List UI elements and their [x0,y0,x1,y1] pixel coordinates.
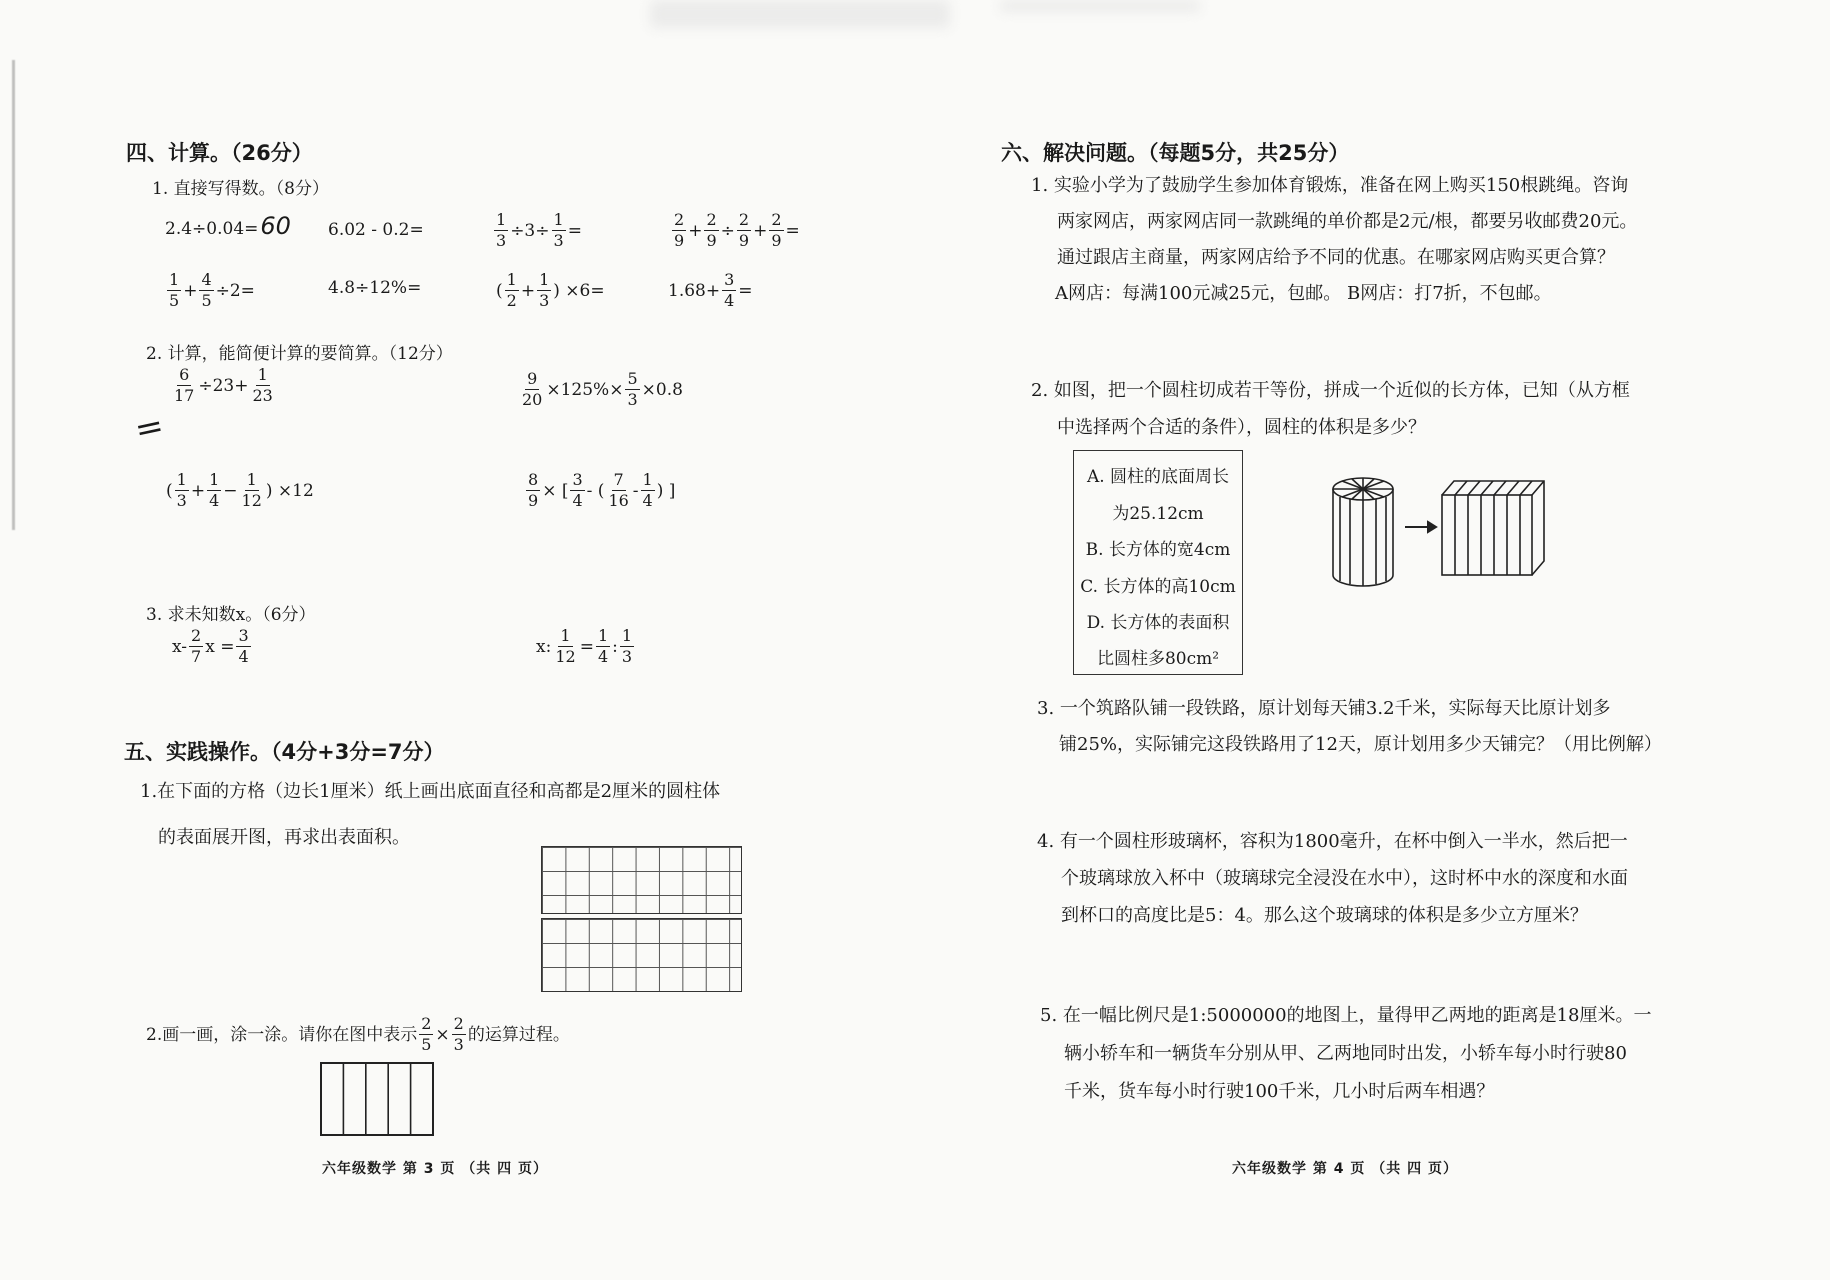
s6-q3-line1: 3. 一个筑路队铺一段铁路，原计划每天铺3.2千米，实际每天比原计划多 [1037,698,1611,719]
cuboid-figure [1442,481,1544,575]
fraction-rectangle [320,1062,434,1136]
q2-item-a: $\frac{6}{17}$ ÷23+ $\frac{1}{23}$ [174,365,273,405]
q3-item-a: x- $\frac{2}{7}$ x = $\frac{3}{4}$ [172,626,249,666]
s6-q1-line4: A网店：每满100元减25元，包邮。 B网店：打7折，不包邮。 [1055,283,1552,304]
q1-item-b: 6.02 - 0.2= [328,220,424,240]
s6-q3-line2: 铺25%，实际铺完这段铁路用了12天，原计划用多少天铺完？（用比例解） [1059,734,1662,755]
section-4-title: 四、计算。（26分） [126,141,313,165]
q1-item-d: $\frac{2}{9}$ + $\frac{2}{9}$ ÷ $\frac{2}{9}$ + $\frac{2}{9}$ = [674,210,800,250]
section-5-title: 五、实践操作。（4分+3分=7分） [124,740,445,764]
footer-page-3: 六年级数学 第 3 页 （共 四 页） [322,1161,548,1177]
section-6-title: 六、解决问题。（每题5分，共25分） [1001,141,1350,165]
footer-page-4: 六年级数学 第 4 页 （共 四 页） [1232,1161,1458,1177]
q2-item-c: ( $\frac{1}{3}$ + $\frac{1}{4}$ − $\frac{1}{12}$ ) ×12 [166,470,314,510]
handwritten-answer: 60 [260,212,291,240]
page-4 [915,0,1830,1280]
s5-q1-line1: 1.在下面的方格（边长1厘米）纸上画出底面直径和高都是2厘米的圆柱体 [140,781,721,802]
s5-q2: 2.画一画，涂一涂。请你在图中表示 $\frac{2}{5}$ × $\frac{2}{3}$ 的运算过程。 [146,1014,570,1054]
q2-title: 2. 计算，能简便计算的要简算。（12分） [146,344,453,364]
q1-item-f: 4.8÷12%= [328,278,422,298]
q1-item-e: $\frac{1}{5}$ + $\frac{4}{5}$ ÷2= [169,270,255,310]
s6-q4-line1: 4. 有一个圆柱形玻璃杯，容积为1800毫升，在杯中倒入一半水，然后把一 [1037,831,1628,852]
q2-item-b: $\frac{9}{20}$ ×125%× $\frac{5}{3}$ ×0.8 [522,369,683,409]
cylinder-to-cuboid-figure [1330,475,1560,595]
s6-q2-line1: 2. 如图，把一个圆柱切成若干等份，拼成一个近似的长方体，已知（从方框 [1031,380,1630,401]
q1-title: 1. 直接写得数。（8分） [152,179,329,199]
s6-q5-line2: 辆小轿车和一辆货车分别从甲、乙两地同时出发，小轿车每小时行驶80 [1064,1043,1627,1064]
s6-q1-line3: 通过跟店主商量，两家网店给予不同的优惠。在哪家网店购买更合算？ [1057,247,1615,268]
s6-q5-line1: 5. 在一幅比例尺是1:5000000的地图上，量得甲乙两地的距离是18厘米。一 [1040,1005,1652,1026]
option-b: B. 长方体的宽4cm [1085,540,1231,560]
s6-q4-line3: 到杯口的高度比是5：4。那么这个玻璃球的体积是多少立方厘米？ [1061,905,1588,926]
arrow-icon [1405,522,1436,532]
s6-q2-line2: 中选择两个合适的条件），圆柱的体积是多少？ [1057,417,1426,438]
s6-q4-line2: 个玻璃球放入杯中（玻璃球完全浸没在水中），这时杯中水的深度和水面 [1061,868,1628,889]
conditions-box [1073,450,1243,675]
q1-item-c: $\frac{1}{3}$ ÷3÷ $\frac{1}{3}$ = [496,210,582,250]
q1-item-g: ( $\frac{1}{2}$ + $\frac{1}{3}$ ) ×6= [496,270,605,310]
s6-q5-line3: 千米，货车每小时行驶100千米，几小时后两车相遇？ [1064,1081,1495,1102]
option-d-line1: D. 长方体的表面积 [1086,613,1230,633]
q1-item-a: 2.4÷0.04= 60 [165,212,291,240]
q3-title: 3. 求未知数x。（6分） [146,605,316,625]
option-a-line1: A. 圆柱的底面周长 [1086,467,1230,487]
handwritten-equals: = [131,405,168,451]
q1-item-h: 1.68+ $\frac{3}{4}$ = [668,270,753,310]
cylinder-figure [1333,478,1393,586]
option-d-line2: 比圆柱多80cm² [1096,649,1220,669]
grid-paper-top [541,846,742,914]
s6-q1-line1: 1. 实验小学为了鼓励学生参加体育锻炼，准备在网上购买150根跳绳。咨询 [1031,175,1629,196]
s6-q1-line2: 两家网店，两家网店同一款跳绳的单价都是2元/根，都要另收邮费20元。 [1057,211,1638,232]
s5-q1-line2: 的表面展开图，再求出表面积。 [158,827,410,848]
q3-item-b: x: $\frac{1}{12}$ = $\frac{1}{4}$ : $\frac{1}{3}$ [536,626,633,666]
option-a-line2: 为25.12cm [1112,504,1204,524]
q2-item-d: $\frac{8}{9}$ × [ $\frac{3}{4}$ - ( $\frac{7}{16}$ - $\frac{1}{4}$ ) ] [528,470,676,510]
option-c: C. 长方体的高10cm [1080,577,1236,597]
grid-paper-bottom [541,918,742,992]
